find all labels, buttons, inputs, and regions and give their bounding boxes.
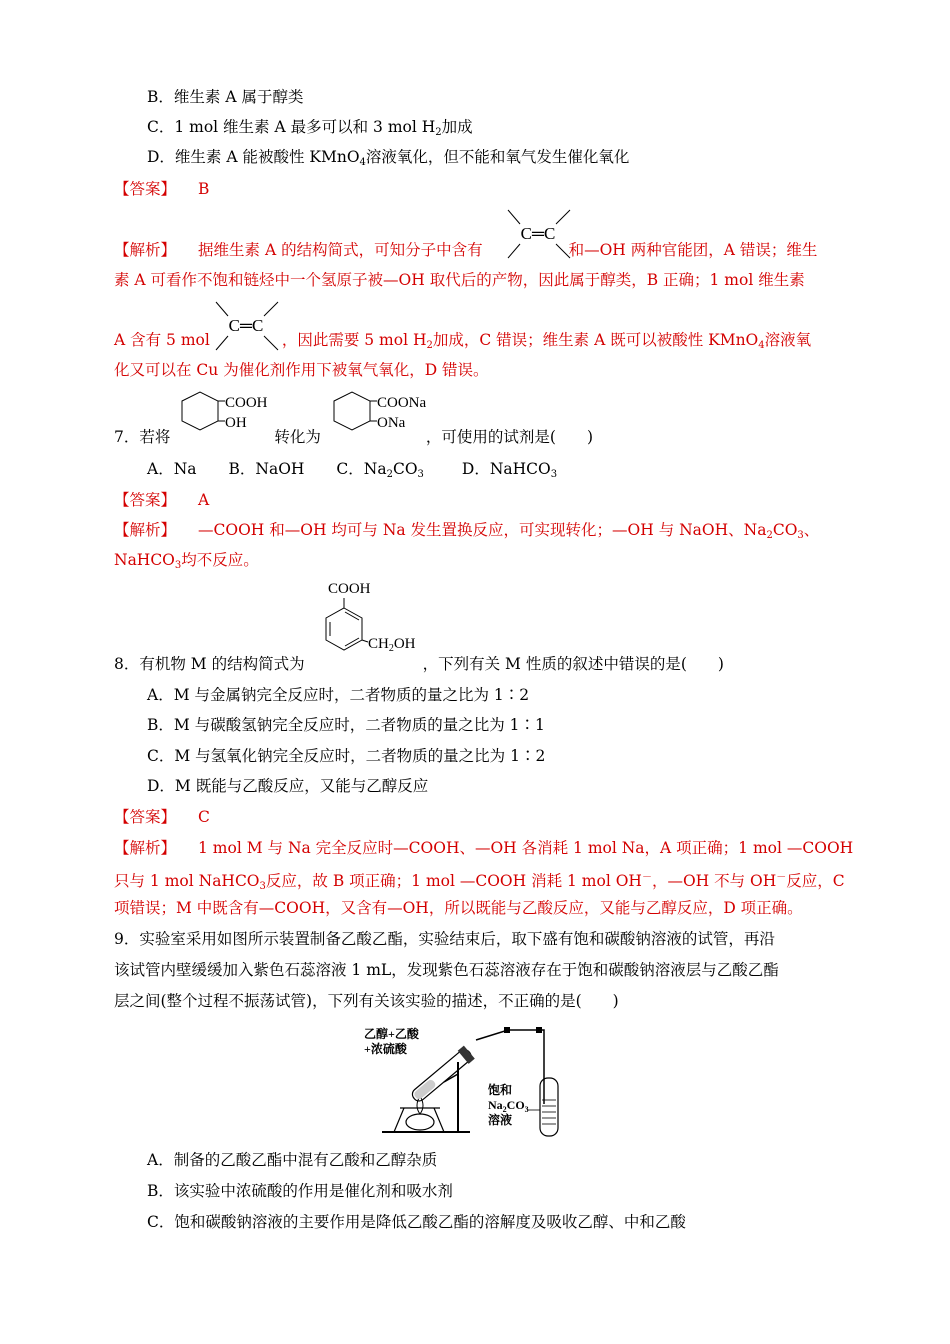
q7-option-c (336, 460, 424, 478)
cooh-label: COOH (328, 581, 371, 597)
figure-label-sub1: 2 (502, 1105, 507, 1114)
aromatic-bond (345, 638, 359, 646)
q6-option-c-subscript: 2 (435, 127, 442, 138)
q7-analysis-sub2: 3 (797, 530, 804, 541)
q7-stem-text-c: ，可使用的试剂是( ) (425, 428, 593, 446)
oh-label: OH (225, 415, 247, 431)
q8-analysis-tag: 【解析】 (114, 839, 177, 857)
reaction-tube (409, 1046, 475, 1105)
q6-option-b (147, 87, 303, 107)
q8-m-structure (310, 576, 440, 666)
q6-analysis-line-3 (114, 330, 811, 356)
tripod-leg (394, 1108, 404, 1132)
q6-analysis-text-3a: A 含有 5 mol (114, 331, 210, 349)
q6-analysis-text-1a: 据维生素 A 的结构简式，可知分子中含有 (198, 241, 483, 259)
cooh-label: COOH (225, 395, 268, 411)
q7-answer-tag: 【答案】 (114, 491, 177, 509)
q8-analysis-text-2c: ，—OH 不与 OH (651, 872, 777, 890)
q7-stem-text-a: 7．若将 (114, 428, 171, 446)
q8-option-c-text: C．M 与氢氧化钠完全反应时，二者物质的量之比为 1∶2 (147, 747, 546, 765)
q6-analysis-subscript-kmno4: 4 (758, 340, 765, 351)
q8-analysis-sub: 3 (259, 881, 266, 892)
ch2oh-sub: 2 (388, 643, 394, 654)
q6-analysis-text-3d: 溶液氧 (764, 331, 812, 349)
q9-option-b-text: B．该实验中浓硫酸的作用是催化剂和吸水剂 (147, 1182, 453, 1200)
cc-double-bond-label: C═C (228, 316, 264, 335)
q6-analysis-text-2: 素 A 可看作不饱和链烃中一个氢原子被—OH 取代后的产物，因此属于醇类，B 正确；1 mol 维生素 (114, 271, 805, 289)
aromatic-bond (345, 612, 359, 620)
figure-label-na: Na (488, 1098, 503, 1112)
q8-option-a-text: A．M 与金属钠完全反应时，二者物质的量之比为 1∶2 (147, 686, 530, 704)
q6-analysis-text-3b: ，因此需要 5 mol H (281, 331, 427, 349)
q6-answer-tag: 【答案】 (114, 180, 177, 198)
q6-option-c (147, 117, 473, 143)
q7-analysis-text-2b: 均不反应。 (181, 551, 259, 569)
bond-line (216, 302, 228, 316)
q7-analysis-tag: 【解析】 (114, 521, 177, 539)
figure-label-na2co3 (488, 1098, 529, 1114)
q6-analysis-line-2 (114, 270, 805, 290)
q9-option-b (147, 1181, 453, 1201)
q8-option-a (147, 685, 529, 705)
q7-option-c-text: C．Na (336, 460, 387, 478)
q6-analysis-text-3c: 加成，C 错误；维生素 A 既可以被酸性 KMnO (432, 331, 759, 349)
bond-line (264, 302, 278, 316)
bond-line (556, 210, 570, 224)
figure-label-sub2: 3 (524, 1105, 529, 1114)
q7-option-c-mid: CO (392, 460, 418, 478)
ch2oh-ch: CH (368, 636, 389, 652)
q6-analysis-tag: 【解析】 (114, 241, 177, 259)
q7-stem-text-b: 转化为 (274, 428, 321, 446)
q9-option-c-text: C．饱和碳酸钠溶液的主要作用是降低乙酸乙酯的溶解度及吸收乙醇、中和乙酸 (147, 1213, 686, 1231)
q8-analysis-text-2a: 只与 1 mol NaHCO (114, 872, 260, 890)
q6-option-b-text: B．维生素 A 属于醇类 (147, 88, 304, 106)
q8-analysis-line-3 (114, 898, 803, 918)
alcohol-lamp (406, 1114, 434, 1130)
q7-options (147, 459, 557, 485)
cyclohexane-ring (182, 392, 218, 430)
coona-label: COONa (377, 395, 427, 411)
collecting-tube (540, 1078, 558, 1136)
q7-stem (114, 427, 593, 447)
q6-analysis-text-1b: 和—OH 两种官能团，A 错误；维生 (568, 241, 818, 259)
q7-option-c-sub2: 3 (417, 469, 424, 480)
q6-analysis-text-4: 化又可以在 Cu 为催化剂作用下被氧气氧化，D 错误。 (114, 361, 489, 379)
figure-label-reagents: 乙醇+乙酸 (364, 1027, 419, 1041)
benzene-ring (326, 608, 362, 650)
q8-analysis-text-2d: 反应，C (786, 872, 845, 890)
q8-option-d-text: D．M 既能与乙酸反应，又能与乙醇反应 (147, 777, 429, 795)
q8-option-c (147, 746, 545, 766)
q7-option-a: A．Na (147, 460, 197, 478)
q8-answer-value: C (198, 808, 210, 826)
q9-stem-line-3 (114, 991, 619, 1011)
q9-stem-line-1 (114, 929, 775, 949)
q6-analysis-line-4 (114, 360, 489, 380)
q7-option-d-sub: 3 (550, 469, 558, 480)
q8-answer (114, 807, 210, 827)
tube-connector (536, 1027, 542, 1033)
q8-stem-text-a: 8．有机物 M 的结构简式为 (114, 655, 305, 673)
q9-option-a-text: A．制备的乙酸乙酯中混有乙酸和乙醇杂质 (147, 1151, 438, 1169)
q7-option-d (462, 460, 557, 478)
q7-analysis-sub1: 2 (766, 530, 773, 541)
q9-apparatus-figure (358, 1022, 588, 1140)
q8-answer-tag: 【答案】 (114, 808, 177, 826)
tube-connector (504, 1027, 510, 1033)
q7-option-d-text: D．NaHCO (461, 460, 551, 478)
figure-label-saturated: 饱和 (488, 1083, 513, 1097)
q6-option-d-text: D．维生素 A 能被酸性 KMnO (147, 148, 360, 166)
q6-analysis-subscript-h2: 2 (426, 340, 433, 351)
cc-double-bond-label: C═C (520, 224, 556, 243)
bond-line (508, 210, 520, 224)
q6-option-d-text-end: 溶液氧化，但不能和氧气发生催化氧化 (365, 148, 630, 166)
q7-analysis-line-1 (114, 520, 819, 546)
q6-option-c-text: C．1 mol 维生素 A 最多可以和 3 mol H (147, 118, 436, 136)
q8-analysis-text-3: 项错误；M 中既含有—COOH，又含有—OH，所以既能与乙酸反应，又能与乙醇反应，D 项正确。 (114, 899, 803, 917)
q8-analysis-line-2 (114, 868, 845, 897)
q8-analysis-line-1 (114, 838, 853, 858)
q9-stem-line-2 (114, 960, 779, 980)
tripod-leg (434, 1108, 444, 1132)
ona-label: ONa (377, 415, 406, 431)
q7-analysis-text-1a: —COOH 和—OH 均可与 Na 发生置换反应，可实现转化；—OH 与 NaOH、Na (198, 521, 767, 539)
q6-answer (114, 179, 209, 199)
q8-stem (114, 654, 724, 674)
q9-stem-text-3: 层之间(整个过程不振荡试管)，下列有关该实验的描述，不正确的是( ) (114, 992, 619, 1010)
q9-option-a (147, 1150, 437, 1170)
q9-stem-text-2: 该试管内壁缓缓加入紫色石蕊溶液 1 mL，发现紫色石蕊溶液存在于饱和碳酸钠溶液层与乙酸乙酯 (114, 961, 779, 979)
q8-analysis-text-2b: 反应，故 B 项正确；1 mol —COOH 消耗 1 mol OH (265, 872, 642, 890)
cyclohexane-ring (334, 392, 370, 430)
q6-answer-value: B (198, 180, 210, 198)
ch2oh-oh: OH (393, 636, 416, 652)
q8-analysis-sup2: － (776, 872, 787, 883)
tube-stopper (458, 1046, 475, 1064)
q6-option-c-text-end: 加成 (441, 118, 473, 136)
figure-label-acid: +浓硫酸 (364, 1042, 407, 1056)
q6-analysis-line-1 (114, 240, 817, 260)
q7-analysis-text-1b: CO (772, 521, 798, 539)
q8-option-b (147, 715, 545, 735)
figure-label-solution: 溶液 (488, 1113, 513, 1127)
q8-analysis-text-1: 1 mol M 与 Na 完全反应时—COOH、—OH 各消耗 1 mol Na，A 项正确；1 mol —COOH (198, 839, 854, 857)
q7-answer (114, 490, 209, 510)
q7-option-b: B．NaOH (228, 460, 305, 478)
q8-stem-text-b: ，下列有关 M 性质的叙述中错误的是( ) (422, 655, 724, 673)
q6-option-d (147, 147, 629, 173)
ch2oh-label (368, 636, 416, 654)
q7-analysis-line-2 (114, 550, 259, 576)
q9-stem-text-1: 9．实验室采用如图所示装置制备乙酸乙酯，实验结束后，取下盛有饱和碳酸钠溶液的试管，再沿 (114, 930, 775, 948)
q6-option-d-subscript: 4 (359, 157, 366, 168)
q8-option-d (147, 776, 428, 796)
q7-option-c-sub1: 2 (386, 469, 393, 480)
q7-answer-value: A (198, 491, 210, 509)
q8-analysis-sup1: － (641, 872, 652, 883)
figure-label-co: CO (506, 1098, 525, 1112)
q7-analysis-sub3: 3 (174, 560, 182, 571)
q9-option-c (147, 1212, 686, 1232)
q7-analysis-text-1c: 、 (803, 521, 820, 539)
q7-analysis-text-2a: NaHCO (114, 551, 175, 569)
q8-option-b-text: B．M 与碳酸氢钠完全反应时，二者物质的量之比为 1∶1 (147, 716, 545, 734)
